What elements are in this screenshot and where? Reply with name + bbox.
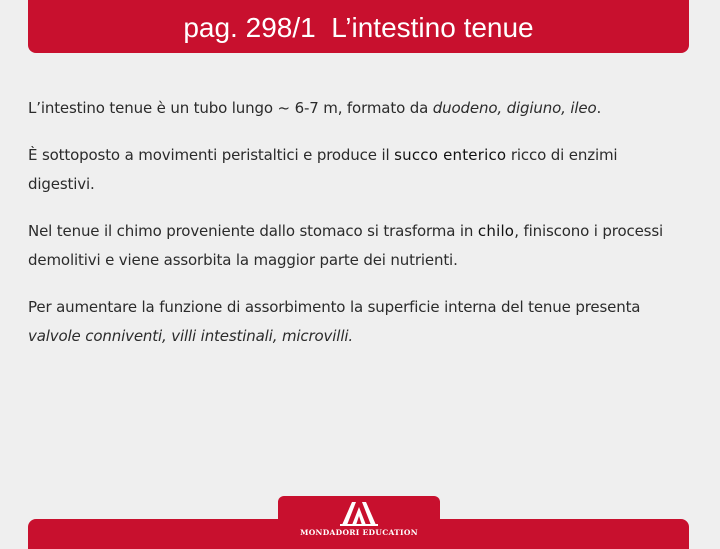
paragraph-4	[28, 293, 668, 351]
title-bar	[28, 0, 689, 53]
slide-body	[28, 94, 668, 369]
paragraph-1-end: .	[596, 99, 602, 117]
paragraph-3-term: chilo	[477, 222, 515, 240]
paragraph-3-text: Nel tenue il chimo proveniente dallo stomaco si trasforma in	[28, 222, 478, 240]
publisher-logo	[278, 496, 440, 540]
paragraph-2-text: È sottoposto a movimenti peristaltici e produce il	[28, 146, 395, 164]
paragraph-4-emphasis: valvole conniventi, villi intestinali, microvilli.	[28, 327, 353, 345]
paragraph-2-term: succo enterico	[394, 146, 507, 164]
paragraph-2-end: ricco di enzimi digestivi.	[28, 146, 618, 193]
paragraph-3	[28, 217, 668, 275]
logo-text: MONDADORI EDUCATION	[300, 528, 418, 537]
paragraph-1-emphasis: duodeno, digiuno, ileo	[432, 99, 597, 117]
paragraph-1-text: L’intestino tenue è un tubo lungo ~ 6-7 m, formato da	[28, 99, 433, 117]
paragraph-2	[28, 141, 668, 199]
mondadori-m-icon	[340, 500, 378, 526]
paragraph-3-end: , finiscono i processi demolitivi e viene assorbita la maggior parte dei nutrienti.	[28, 222, 663, 269]
slide-title: pag. 298/1 L’intestino tenue	[183, 11, 534, 43]
paragraph-4-text: Per aumentare la funzione di assorbimento la superficie interna del tenue presenta	[28, 298, 641, 316]
paragraph-1	[28, 94, 668, 123]
